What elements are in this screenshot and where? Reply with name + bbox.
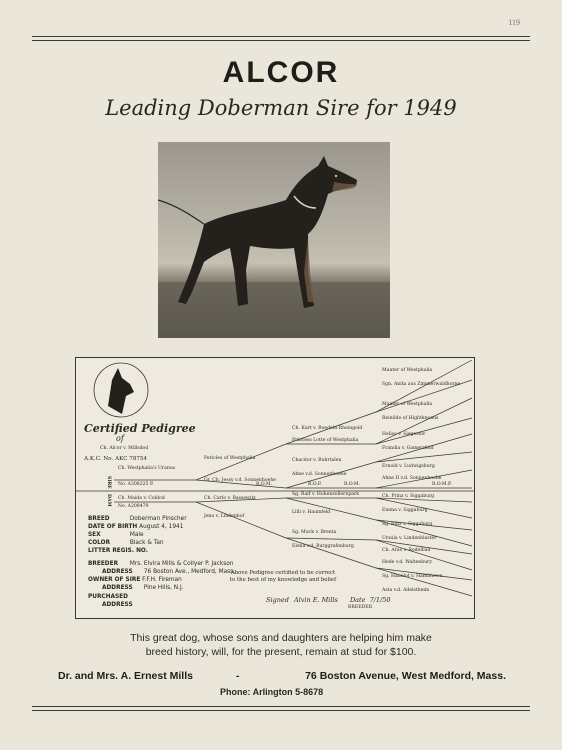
detail-purchased xyxy=(88,594,128,600)
detail-sex xyxy=(88,532,144,538)
page-subtitle: Leading Doberman Sire for 1949 xyxy=(105,96,457,120)
detail-label: PURCHASED xyxy=(88,594,128,600)
gg-grandparent-13: Ch. Aras v. Rodelbad xyxy=(382,548,431,553)
gg-grandparent-4: Reinilde of Hightknoaus xyxy=(382,416,439,421)
marker-4: R.O.M.P. xyxy=(432,482,452,487)
great-grandparent-1: Ch. Kurt v. Roedeln Rheingold xyxy=(292,426,363,431)
detail-value: F.F.H. Fireman xyxy=(142,577,182,583)
great-grandparent-5: Sg. Ralf v. Hohenzollernpark xyxy=(292,492,359,497)
detail-label: BREED xyxy=(88,516,110,522)
grandparent-3: Ch. Carlo v. Bassewitz xyxy=(204,496,256,501)
bottom-rule-1 xyxy=(32,706,530,707)
akc-number: A.K.C. No. AKC 78754 xyxy=(84,456,148,462)
detail-label: ADDRESS xyxy=(102,569,133,575)
bottom-rule-2 xyxy=(32,710,530,711)
great-grandparent-3: Chacdor v. Ruhrtalen xyxy=(292,458,342,463)
detail-color xyxy=(88,540,164,546)
gg-grandparent-9: Ch. Prinz v. Siggaburg xyxy=(382,494,435,499)
detail-label: OWNER OF SIRE xyxy=(88,577,141,583)
detail-label: LITTER REGIS. NO. xyxy=(88,548,148,554)
detail-value: Pine Hills, N.J. xyxy=(143,585,184,591)
page-title: ALCOR xyxy=(222,56,340,89)
sire-label: SIRE xyxy=(106,476,111,489)
detail-breed xyxy=(88,516,187,522)
owner-names: Dr. and Mrs. A. Ernest Mills xyxy=(58,670,193,682)
detail-breeder xyxy=(88,561,233,567)
certification-statement: Above Pedigree certified to be correct to the best of my knowledge and belief xyxy=(229,570,337,583)
doberman-photo xyxy=(158,142,390,338)
detail-value: Doberman Pinscher xyxy=(129,516,187,522)
gg-grandparent-10: Emma v. Siggaburg xyxy=(382,508,428,513)
grandparent-1: Pericles of Westphalia xyxy=(204,456,256,461)
detail-birth xyxy=(88,524,183,530)
gg-grandparent-12: Ursula v. Lindenhlaster xyxy=(382,536,437,541)
sire-registration: No. A308225 P. xyxy=(118,482,154,487)
signature-line xyxy=(266,596,390,604)
detail-label: BREEDER xyxy=(88,561,119,567)
marker-1: R.O.M. xyxy=(256,482,273,487)
detail-value: Black & Tan xyxy=(129,540,164,546)
breeder-label: BREEDER xyxy=(348,605,373,610)
marker-3: R.O.M. xyxy=(344,482,361,487)
great-grandparent-7: Sg. Muck v. Brenta xyxy=(292,530,337,535)
stud-description xyxy=(0,631,562,659)
gg-grandparent-8: Ahne II v.d. Sonnenhoehe xyxy=(382,476,442,481)
gg-grandparent-15: Sg. Hamilot v. Hambhewe xyxy=(382,574,443,579)
certified-pedigree xyxy=(75,357,475,619)
signature: Alvin E. Mills xyxy=(293,596,338,604)
grandparent-4: Jena v. Lindenhof xyxy=(204,514,245,519)
gg-grandparent-14: Hede v.d. Waltenbury xyxy=(382,560,432,565)
phone-number: Phone: Arlington 5-8678 xyxy=(220,687,324,697)
gg-grandparent-5: Helios v. Siegestor xyxy=(382,432,426,437)
detail-value: August 4, 1941 xyxy=(139,524,184,530)
dam-label: DAM xyxy=(106,494,111,507)
detail-value: Mrs. Elvira Mills & Collyer P. Jackson xyxy=(129,561,234,567)
contact-separator: - xyxy=(236,670,240,682)
great-grandparent-8: Elena v.d. Burggrafenburg xyxy=(292,544,354,549)
owner-address: 76 Boston Avenue, West Medford, Mass. xyxy=(305,670,506,682)
detail-label: ADDRESS xyxy=(102,585,133,591)
signed-label: Signed xyxy=(266,596,289,604)
gg-grandparent-6: Frandia v. Gamersfeld xyxy=(382,446,434,451)
grandparent-2: Gr. Ch. Jessy v.d. Sonnenhoehe xyxy=(204,478,277,483)
dam-registration: No. A208479 xyxy=(118,504,149,509)
detail-label: ADDRESS xyxy=(102,602,133,608)
sire-name: Ch. Westphalia's Uranus xyxy=(118,466,176,471)
certified-pedigree-title: Certified Pedigree xyxy=(84,422,196,435)
date-label: Date xyxy=(349,596,366,604)
dog-name: Ch. Alcor v. Millsdod xyxy=(100,446,149,451)
detail-label: COLOR xyxy=(88,540,111,546)
detail-breeder-address xyxy=(102,569,235,575)
detail-owner-address xyxy=(102,585,184,591)
stud-description-line-2: breed history, will, for the present, remain at stud for $100. xyxy=(145,646,417,658)
detail-owner xyxy=(88,577,182,583)
detail-label: SEX xyxy=(88,532,101,538)
detail-value: 76 Boston Ave., Medford, Mass. xyxy=(143,569,236,575)
gg-grandparent-11: Sg. Blitz v. Siggaburg xyxy=(382,522,433,527)
stud-description-line-1: This great dog, whose sons and daughters are helping him make xyxy=(130,632,432,644)
gg-grandparent-3: Mauter of Westphalia xyxy=(382,402,433,407)
page-number: 119 xyxy=(508,18,520,27)
dam-name: Ch. Maida v. Coldod xyxy=(118,496,165,501)
great-grandparent-2: Princess Lotte of Westphalia xyxy=(292,438,359,443)
gg-grandparent-1: Mauter of Westphalia xyxy=(382,368,433,373)
gg-grandparent-16: Asta v.d. Adelstheim xyxy=(382,588,430,593)
detail-litter xyxy=(88,548,148,554)
top-rule-1 xyxy=(32,36,530,37)
detail-value: Male xyxy=(129,532,144,538)
doberman-silhouette xyxy=(158,142,390,338)
great-grandparent-4: Ahne v.d. Sonnenhoehe xyxy=(292,472,347,477)
of-label: of xyxy=(116,434,124,443)
marker-2: R.O.P. xyxy=(308,482,322,487)
gg-grandparent-2: Sgn. Anita aus Zimmerwaldhorne xyxy=(382,382,461,387)
detail-purchased-address xyxy=(102,602,142,608)
date-value: 7/1/50 xyxy=(369,596,391,604)
great-grandparent-6: Lilli v. Haumfeld xyxy=(292,510,331,515)
top-rule-2 xyxy=(32,40,530,41)
gg-grandparent-7: Ernold v. Ludwigsburg xyxy=(382,464,435,469)
detail-label: DATE OF BIRTH xyxy=(88,524,138,530)
